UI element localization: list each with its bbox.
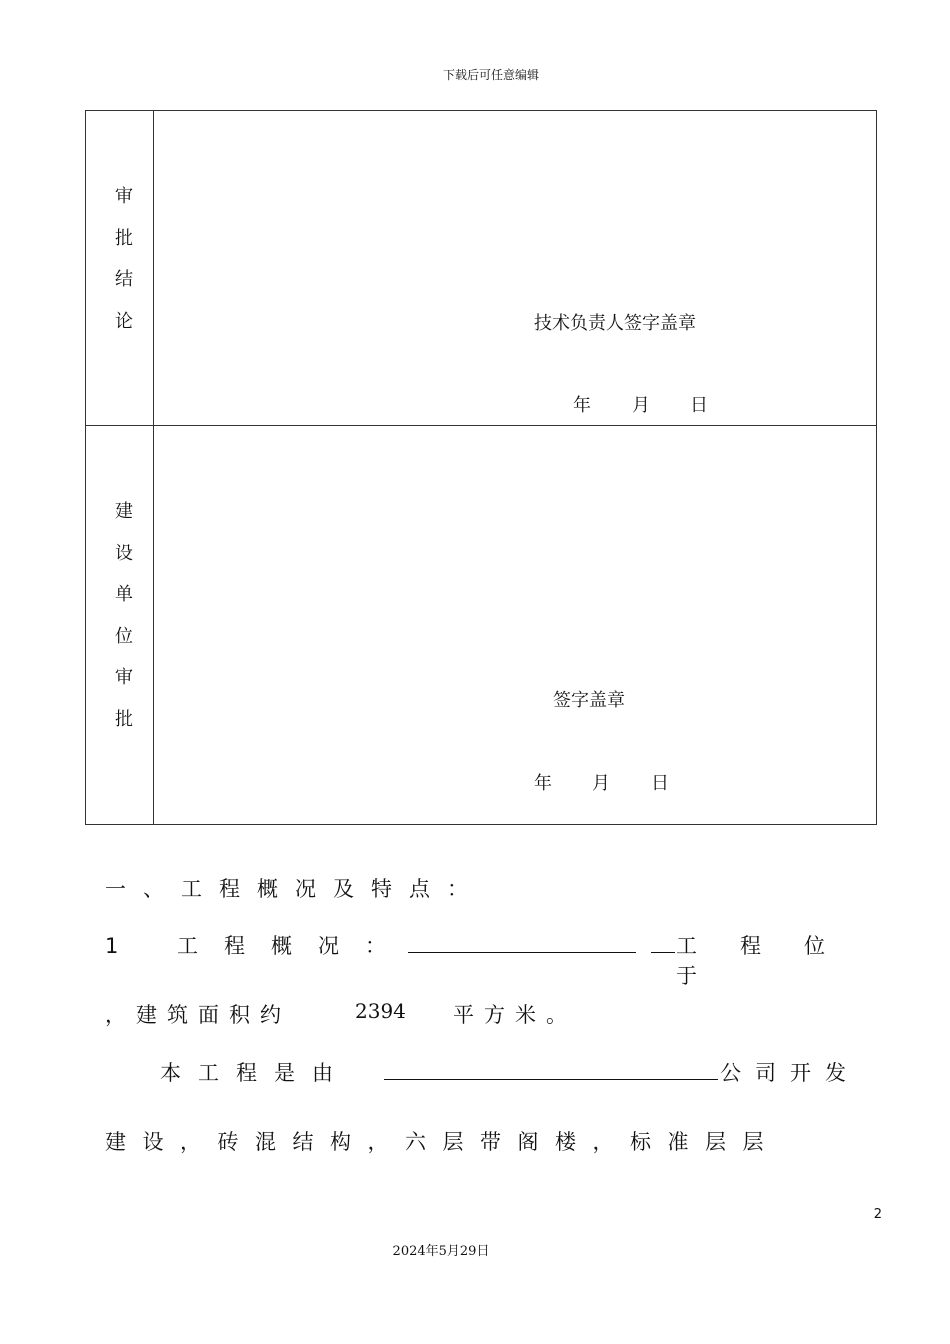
label-char: 批 bbox=[115, 227, 133, 249]
developer-name-blank bbox=[384, 1079, 718, 1080]
body-line-1 bbox=[105, 930, 875, 988]
label-char: 设 bbox=[115, 542, 133, 564]
label-char: 结 bbox=[115, 269, 133, 290]
label-char: 建 bbox=[115, 501, 133, 522]
date-year: 年 bbox=[534, 773, 552, 794]
approval-conclusion-label bbox=[104, 176, 144, 342]
client-signature-label: 签字盖章 bbox=[553, 690, 625, 711]
date-month: 月 bbox=[632, 395, 650, 416]
section1-date bbox=[0, 391, 950, 415]
header-note: 下载后可任意编辑 bbox=[442, 68, 539, 82]
label-char: 审 bbox=[115, 186, 133, 207]
project-overview-prefix: 1 工程概况： bbox=[105, 934, 413, 958]
date-day: 日 bbox=[690, 395, 708, 416]
project-name-blank bbox=[408, 952, 636, 953]
project-name-blank-tail bbox=[651, 952, 675, 953]
developer-prefix: 本工程是由 bbox=[160, 1061, 350, 1085]
approval-form-table bbox=[85, 110, 877, 825]
footer-date: 2024年5月29日 bbox=[392, 1244, 490, 1259]
building-area-prefix: ，建筑面积约 bbox=[105, 1003, 291, 1027]
date-day: 日 bbox=[651, 773, 669, 794]
form-column-divider bbox=[153, 110, 154, 825]
building-area-value: 2394 bbox=[355, 999, 406, 1023]
section2-date bbox=[0, 769, 950, 793]
building-area-unit: 平方米。 bbox=[453, 1003, 577, 1027]
client-approval-label bbox=[104, 491, 144, 740]
date-month: 月 bbox=[592, 773, 610, 794]
body-line-4: 建设，砖混结构，六层带阁楼，标准层层 bbox=[105, 1130, 780, 1154]
body-line-2 bbox=[105, 999, 875, 1029]
project-location-text: 工程位于 bbox=[676, 934, 868, 988]
label-char: 位 bbox=[115, 625, 133, 647]
technical-lead-signature-label: 技术负责人签字盖章 bbox=[534, 313, 696, 334]
section-heading: 一、工程概况及特点： bbox=[105, 877, 485, 901]
label-char: 单 bbox=[115, 584, 133, 605]
developer-suffix: 公司开发 bbox=[720, 1061, 860, 1085]
label-char: 审 bbox=[115, 667, 133, 688]
date-year: 年 bbox=[573, 395, 591, 416]
page-number: 2 bbox=[873, 1207, 882, 1222]
label-char: 论 bbox=[115, 310, 133, 332]
form-row-divider bbox=[85, 425, 877, 426]
label-char: 批 bbox=[115, 708, 133, 730]
body-line-3 bbox=[105, 1057, 875, 1087]
